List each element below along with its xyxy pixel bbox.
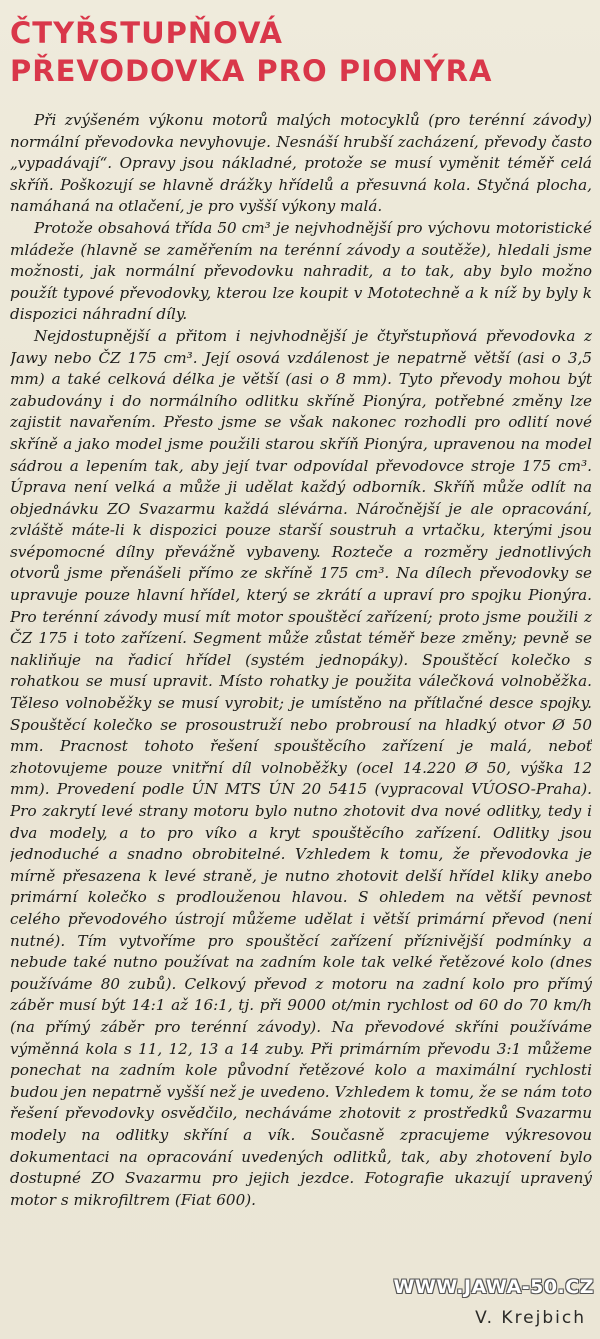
- article-title-line-2: PŘEVODOVKA PRO PIONÝRA: [10, 54, 493, 88]
- article-title: [10, 14, 510, 90]
- article-paragraph-2: Protože obsahová třída 50 cm³ je nejvhodnější pro výchovu motoristické mládeže (hlavně se zaměřením na terénní závody a soutěže), hledali jsme možnosti, jak normální převodovku nahradit, a to tak, aby bylo možno použít typové převodovky, kterou lze koupit v Mototechně a k níž by byly k dispozici náhradní díly.: [10, 218, 592, 324]
- article-paragraph-1: Při zvýšeném výkonu motorů malých motocyklů (pro terénní závody) normální převodovka nevyhovuje. Nesnáší hrubší zacházení, převody často „vypadávají“. Opravy jsou nákladné, protože se musí vyměnit téměř celá skříň. Poškozují se hlavně drážky hřídelů a přesuvná kola. Styčná plocha, namáhaná na otlačení, je pro vyšší výkony malá.: [10, 111, 592, 216]
- article-paragraph-3: Nejdostupnější a přitom i nejvhodnější je čtyřstupňová převodovka z Jawy nebo ČZ 175 cm³. Její osová vzdálenost je nepatrně větší (asi o 3,5 mm) a také celková délka je větší (asi o 8 mm). Tyto převody mohou být zabudovány i do normálního odlitku skříně Pionýra, potřebné změny lze zajistit navařením. Přesto jsme se však nakonec rozhodli pro odlití nové skříně a jako model jsme použili starou skříň Pionýra, upravenou na model sádrou a lepením tak, aby její tvar odpovídal převodovce stroje 175 cm³. Úprava není velká a může ji udělat každý odborník. Skříň může odlít na objednávku ZO Svazarmu každá slévárna. Náročnější je ale opracování, zvláště máte-li k dispozici pouze starší soustruh a vrtačku, kterými jsou svépomocné dílny převážně vybaveny. Rozteče a rozměry jednotlivých otvorů jsme přenášeli přímo ze skříně 175 cm³. Na dílech převodovky se upravuje pouze hlavní hřídel, který se zkrátí a upraví pro spojku Pionýra. Pro terénní závody musí mít motor spouštěcí zařízení; proto jsme použili z ČZ 175 i toto zařízení. Segment může zůstat téměř beze změny; pevně se nakliňuje na řadicí hřídel (systém jednopáky). Spouštěcí kolečko s rohatkou se musí upravit. Místo rohatky je použita válečková volnoběžka. Těleso volnoběžky se musí vyrobit; je umístěno na přítlačné desce spojky. Spouštěcí kolečko se prosoustruží nebo probrousí na hladký otvor Ø 50 mm. Pracnost tohoto řešení spouštěcího zařízení je malá, neboť zhotovujeme pouze vnitřní díl volnoběžky (ocel 14.220 Ø 50, výška 12 mm). Provedení podle ÚN MTS ÚN 20 5415 (vypracoval VÚOSO-Praha). Pro zakrytí levé strany motoru bylo nutno zhotovit dva nové odlitky, tedy i dva modely, a to pro víko a kryt spouštěcího zařízení. Odlitky jsou jednoduché a snadno obrobitelné. Vzhledem k tomu, že převodovka je mírně přesazena k levé straně, je nutno zhotovit delší hřídel kliky anebo primární kolečko s prodlouženou hlavou. S ohledem na větší pevnost celého převodového ústrojí můžeme udělat i větší primární převod (není nutné). Tím vytvoříme pro spouštěcí zařízení příznivější podmínky a nebude také nutno používat na zadním kole tak velké řetězové kolo (dnes používáme 80 zubů). Celkový převod z motoru na zadní kolo pro přímý záběr musí být 14:1 až 16:1, tj. při 9000 ot/min rychlost od 60 do 70 km/h (na přímý záběr pro terénní závody). Na převodové skříni používáme výměnná kola s 11, 12, 13 a 14 zuby. Při primárním převodu 3:1 můžeme ponechat na zadním kole původní řetězové kolo a maximální rychlosti budou jen nepatrně vyšší než je uvedeno. Vzhledem k tomu, že se nám toto řešení převodovky osvědčilo, necháváme zhotovit z prostředků Svazarmu modely na odlitky skříní a vík. Současně zpracujeme výkresovou dokumentaci na opracování uvedených odlitků, tak, aby zhotovení bylo dostupné ZO Svazarmu pro jejich jezdce. Fotografie ukazují upravený motor s mikrofiltrem (Fiat 600).: [10, 326, 592, 1209]
- site-watermark: WWW.JAWA-50.CZ: [393, 1276, 594, 1298]
- article-title-line-1: ČTYŘSTUPŇOVÁ: [10, 16, 283, 50]
- author-signature: V. Krejbich: [475, 1308, 586, 1328]
- article-body: [10, 110, 592, 1305]
